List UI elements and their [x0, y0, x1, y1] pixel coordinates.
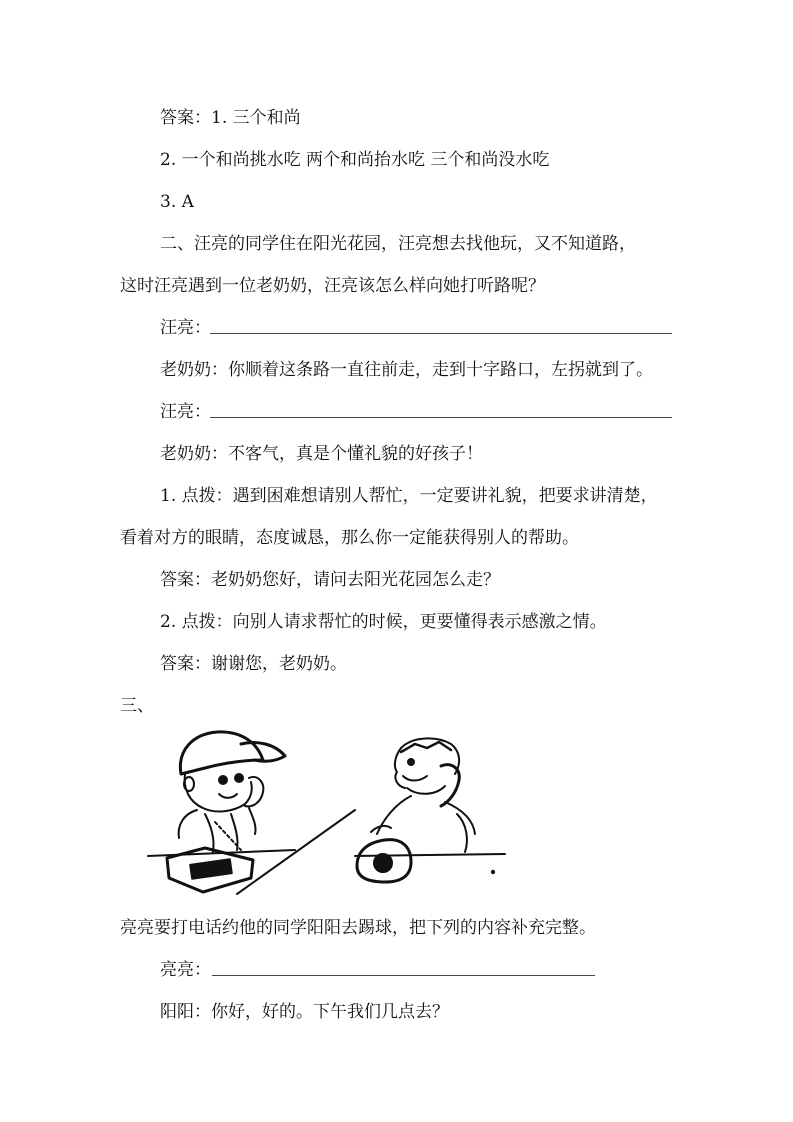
dialogue-line: 老奶奶：你顺着这条路一直往前走，走到十字路口，左拐就到了。 [160, 360, 653, 380]
answer-line: 答案：1. 三个和尚 [160, 108, 301, 128]
answer-blank-line[interactable] [210, 333, 672, 334]
question-2-text: 二、汪亮的同学住在阳光花园，汪亮想去找他玩，又不知道路， [160, 234, 636, 254]
dialogue-line: 阳阳：你好，好的。下午我们几点去？ [160, 1002, 449, 1022]
hint-text: 1. 点拨：遇到困难想请别人帮忙，一定要讲礼貌，把要求讲清楚， [160, 486, 658, 506]
dialogue-speaker-label: 汪亮： [160, 318, 211, 338]
dialogue-speaker-label: 汪亮： [160, 402, 211, 422]
hint-text: 2. 点拨：向别人请求帮忙的时候，更要懂得表示感激之情。 [160, 612, 607, 632]
dialogue-speaker-label: 亮亮： [160, 960, 211, 980]
dialogue-line: 老奶奶：不客气，真是个懂礼貌的好孩子！ [160, 444, 483, 464]
question-2-text: 这时汪亮遇到一位老奶奶，汪亮该怎么样向她打听路呢？ [120, 276, 545, 296]
hint-text: 看着对方的眼睛，态度诚恳，那么你一定能获得别人的帮助。 [120, 528, 579, 548]
answer-line: 答案：谢谢您，老奶奶。 [160, 654, 347, 674]
answer-line: 3. A [160, 192, 194, 212]
answer-blank-line[interactable] [210, 417, 672, 418]
answer-line: 答案：老奶奶您好，请问去阳光花园怎么走？ [160, 570, 500, 590]
answer-line: 2. 一个和尚挑水吃 两个和尚抬水吃 三个和尚没水吃 [160, 150, 550, 170]
question-3-label: 三、 [120, 696, 154, 716]
phone-call-illustration [145, 722, 510, 897]
question-3-instruction: 亮亮要打电话约他的同学阳阳去踢球，把下列的内容补充完整。 [120, 918, 596, 938]
answer-blank-line[interactable] [212, 975, 595, 976]
